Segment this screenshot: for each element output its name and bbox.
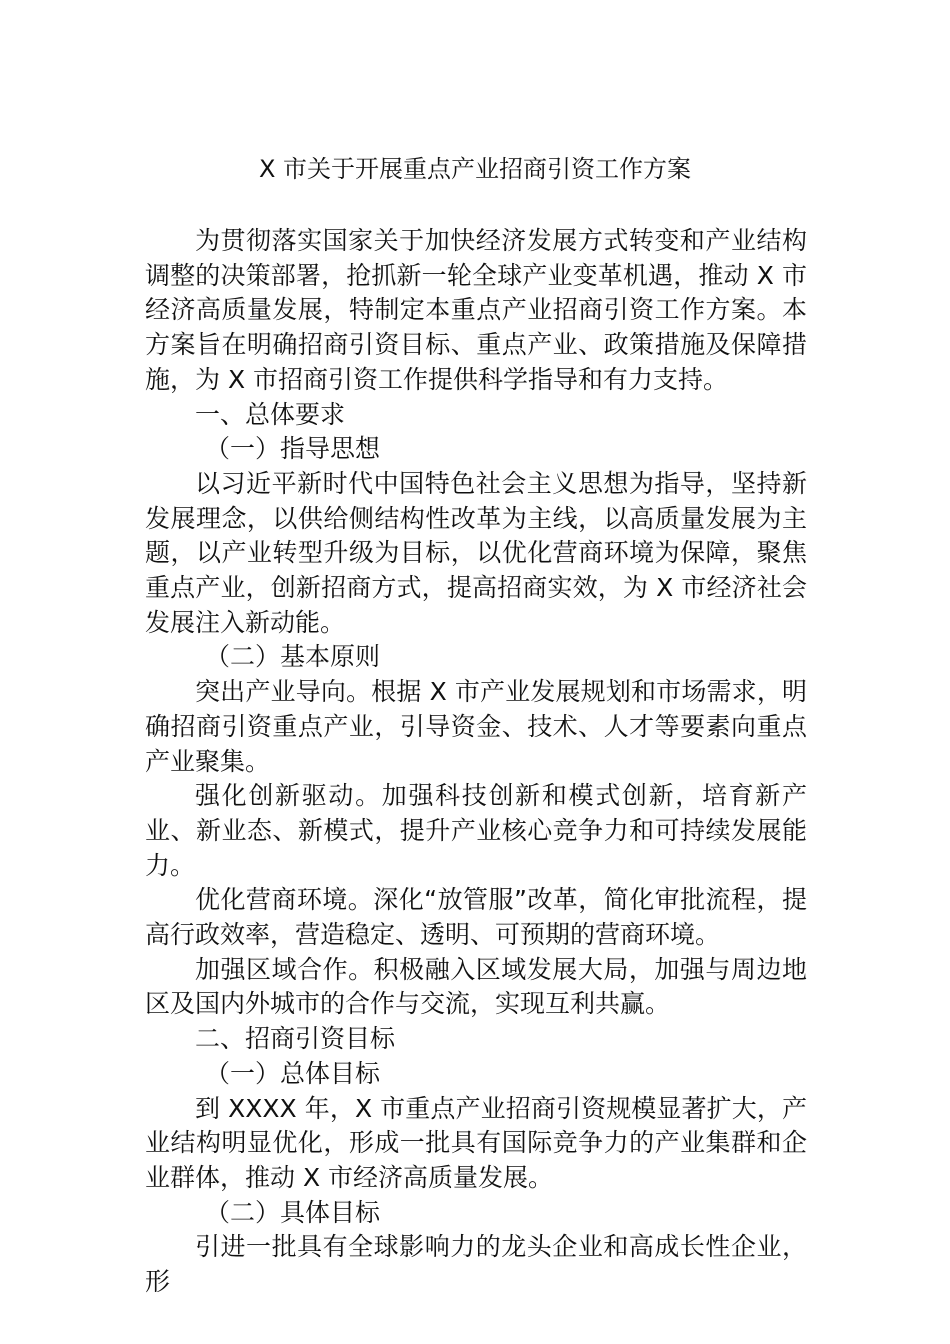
paragraph-intro: 为贯彻落实国家关于加快经济发展方式转变和产业结构调整的决策部署，抢抓新一轮全球产业变革机遇，推动 X 市经济高质量发展，特制定本重点产业招商引资工作方案。本方案旨在明确招商引资目标、重点产业、政策措施及保障措施，为 X 市招商引资工作提供科学指导和有力支持。 — [145, 226, 807, 394]
heading-investment-goals: 二、招商引资目标 — [195, 1024, 396, 1054]
paragraph-specific-goals: 引进一批具有全球影响力的龙头企业和高成长性企业，形 — [145, 1232, 807, 1297]
subheading-specific-goals: （二）具体目标 — [205, 1197, 381, 1227]
subheading-guiding-ideology: （一）指导思想 — [205, 434, 381, 464]
paragraph-principle-industry: 突出产业导向。根据 X 市产业发展规划和市场需求，明确招商引资重点产业，引导资金、技术、人才等要素向重点产业聚集。 — [145, 677, 807, 776]
document-title: X 市关于开展重点产业招商引资工作方案 — [258, 155, 692, 183]
document-body — [145, 224, 807, 1300]
paragraph-guiding-ideology: 以习近平新时代中国特色社会主义思想为指导，坚持新发展理念，以供给侧结构性改革为主线，以高质量发展为主题，以产业转型升级为目标，以优化营商环境为保障，聚焦重点产业，创新招商方式，提高招商实效，为 X 市经济社会发展注入新动能。 — [145, 468, 807, 637]
paragraph-principle-regional-cooperation: 加强区域合作。积极融入区域发展大局，加强与周边地区及国内外城市的合作与交流，实现互利共赢。 — [145, 954, 807, 1019]
paragraph-principle-innovation: 强化创新驱动。加强科技创新和模式创新，培育新产业、新业态、新模式，提升产业核心竞争力和可持续发展能力。 — [145, 781, 807, 880]
subheading-basic-principles: （二）基本原则 — [205, 642, 381, 672]
heading-general-requirements: 一、总体要求 — [195, 399, 346, 429]
subheading-overall-goal: （一）总体目标 — [205, 1058, 381, 1088]
paragraph-overall-goal: 到 XXXX 年，X 市重点产业招商引资规模显著扩大，产业结构明显优化，形成一批具有国际竞争力的产业集群和企业群体，推动 X 市经济高质量发展。 — [145, 1093, 807, 1192]
paragraph-principle-business-environment: 优化营商环境。深化“放管服”改革，简化审批流程，提高行政效率，营造稳定、透明、可预期的营商环境。 — [145, 885, 807, 950]
